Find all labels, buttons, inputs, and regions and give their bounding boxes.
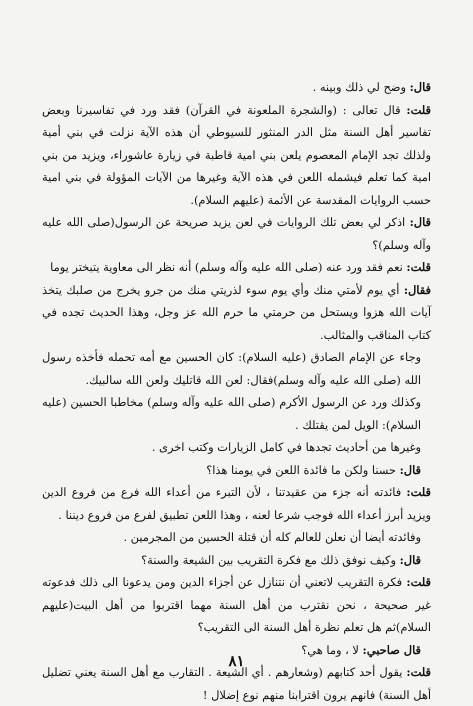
body-text	[42, 76, 431, 706]
speaker-label: قلت:	[406, 485, 431, 499]
paragraph-text: وغيرها من أحاديث تجدها في كامل الزيارات وكتب اخرى .	[151, 440, 421, 454]
paragraph-text: فائدته أنه جزء من عقيدتنا ، لأن التبرء من أعداء الله فرع من فروع الدين ويزيد أبرز أعداء الله فوجب شرعا لعنه ، وهذا اللعن تطبيق لفرع من فروع ديننا .	[42, 485, 431, 522]
speaker-label: قلت:	[406, 260, 431, 274]
paragraph	[42, 549, 431, 572]
page-number: ٨١	[228, 652, 245, 670]
paragraph-text: قال تعالى : (والشجرة الملعونة في القرآن) فقد ورد في تفاسيرنا وبعض تفاسير أهل السنة مثل الدر المنثور للسيوطي أن هذه الآية نزلت في بني أمية ولذلك تجد الإمام المعصوم يلعن بني امية قاطبة في زيارة عاشوراء، ويزيد من بني امية كما تعلم فيشمله اللعن في هذه الآية وغيرها من الآيات المؤولة في بني امية حسب الروايات المقدسة عن الأئمة (عليهم السلام).	[42, 102, 431, 207]
paragraph	[42, 211, 431, 256]
speaker-label: قال:	[409, 215, 431, 229]
speaker-label: قلت:	[406, 665, 431, 679]
speaker-label: قال صاحبي:	[362, 642, 421, 657]
paragraph-text: وضح لي ذلك وبينه .	[312, 80, 410, 94]
paragraph	[42, 346, 431, 391]
paragraph	[42, 481, 431, 526]
paragraph-text: يقول أحد كتابهم (وشعارهم . أي الشيعة . التقارب مع أهل السنة يعني تضليل أهل السنة) فانهم يرون اقترابنا منهم نوع إضلال !	[42, 665, 431, 702]
paragraph-text: اذكر لي بعض تلك الروايات في لعن يزيد صريحة عن الرسول(صلى الله عليه وآله وسلم)؟	[42, 215, 431, 252]
paragraph	[42, 391, 431, 436]
speaker-label: قال:	[399, 462, 421, 477]
speaker-label: قلت:	[406, 102, 431, 117]
speaker-label: قال:	[409, 80, 431, 94]
speaker-label: قلت:	[406, 575, 431, 589]
paragraph-text: أي يوم لأمتي منك وأي يوم سوء لذريتي منك من جرو يخرج من صلبك يتخذ آيات الله هزوا ويستحل من حرمتي ما حرم الله عز وجل، وهذا الحديث تجده في كتاب المناقب والمثالب.	[42, 282, 431, 342]
speaker-label: قال:	[399, 552, 421, 567]
paragraph	[42, 76, 431, 99]
paragraph	[42, 99, 431, 212]
paragraph	[42, 526, 431, 549]
speaker-label: فقال:	[403, 282, 431, 297]
paragraph-text: وكذلك ورد عن الرسول الأكرم (صلى الله عليه وآله وسلم) مخاطبا الحسين (عليه السلام): الويل لمن يقتلك .	[42, 395, 421, 432]
paragraph-text: وجاء عن الإمام الصادق (عليه السلام): كان الحسين مع أمه تحمله فأخذه رسول الله (صلى الله عليه وآله وسلم)فقال: لعن الله قاتليك ولعن الله سالبيك.	[42, 350, 421, 387]
paragraph-text: لا ، وما هي؟	[301, 642, 363, 657]
paragraph-text: حسنا ولكن ما فائدة اللعن في يومنا هذا؟	[206, 462, 400, 477]
paragraph	[42, 436, 431, 459]
paragraph	[42, 256, 431, 279]
paragraph-text: وفائدته أيضا أن نعلن للعالم كله أن قتلة الحسين من المجرمين .	[123, 530, 421, 544]
paragraph	[42, 459, 431, 482]
paragraph	[42, 571, 431, 639]
paragraph-text: نعم فقد ورد عنه (صلى الله عليه وآله وسلم) أنه نظر الى معاوية يتبختر يوما	[50, 260, 407, 274]
paragraph-text: وكيف نوفق ذلك مع فكرة التقريب بين الشيعة والسنة؟	[141, 552, 400, 567]
paragraph-text: فكرة التقريب لاتعني أن نتنازل عن أجزاء الدين ومن يدعونا الى ذلك فدعوته غير صحيحة ، نحن نقترب من أهل السنة مهما اقتربوا من أهل البيت(عليهم السلام)ثم هل تعلم نظرة أهل السنة الى التقريب؟	[42, 575, 431, 634]
paragraph	[42, 279, 431, 347]
